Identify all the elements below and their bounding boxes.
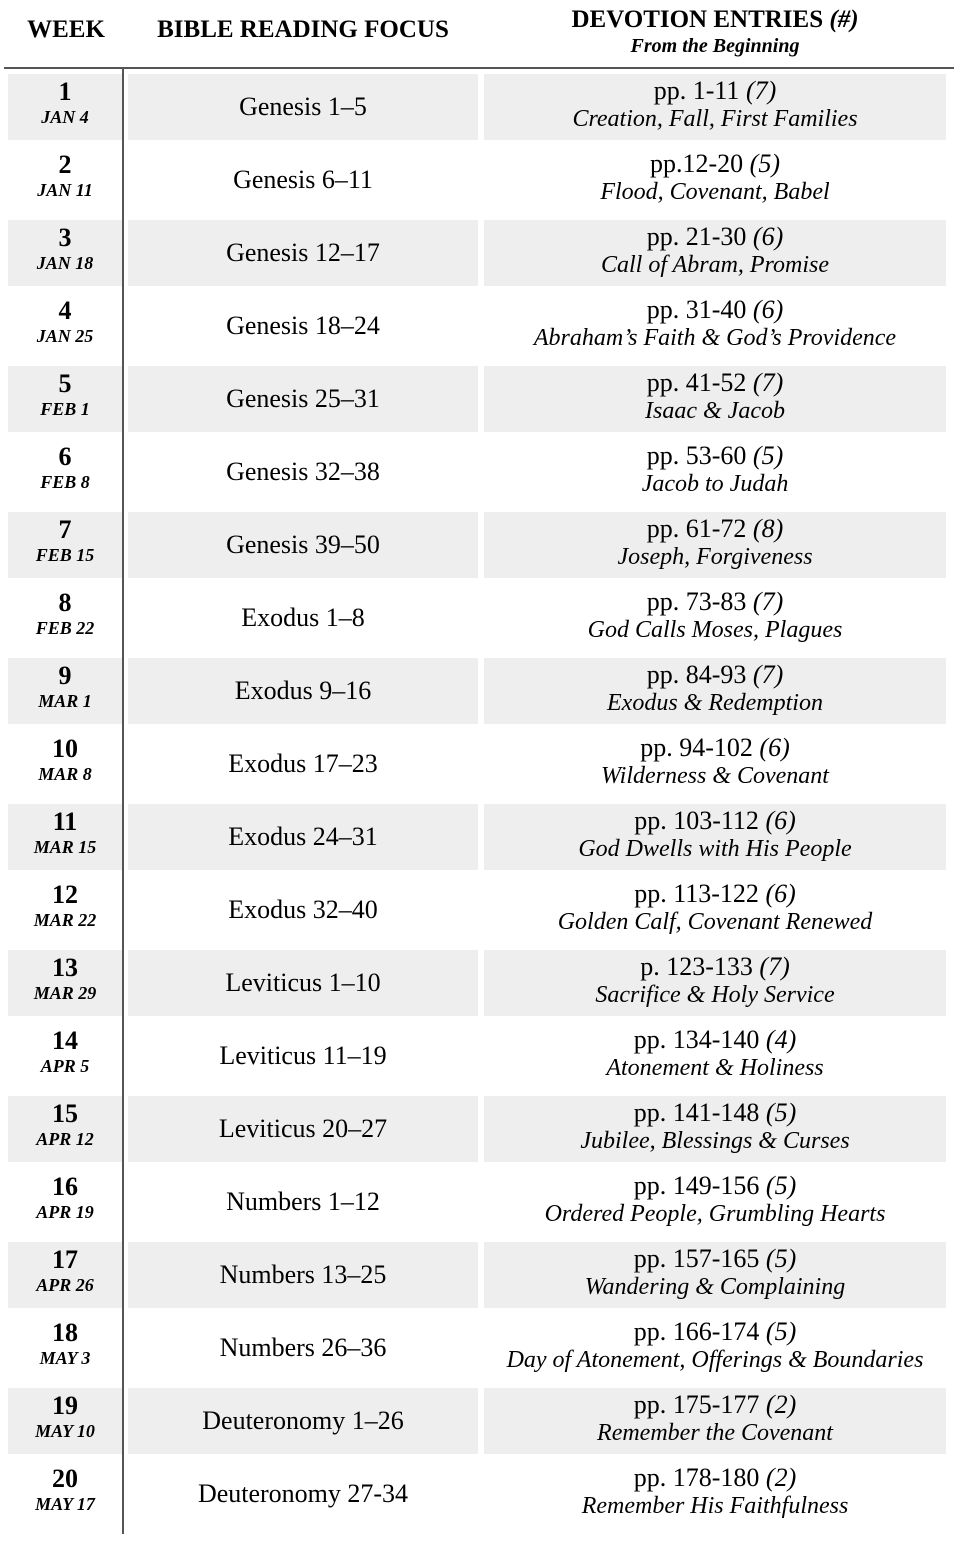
reading-focus: Genesis 18–24	[226, 311, 380, 340]
devotion-cell	[484, 804, 946, 870]
devotion-pages-line	[484, 731, 946, 762]
devotion-pages: pp. 113-122	[634, 879, 759, 908]
devotion-count: (5)	[752, 441, 784, 470]
table-row	[0, 1315, 954, 1388]
devotion-count: (7)	[752, 587, 784, 616]
week-cell	[8, 877, 122, 943]
table-row	[0, 366, 954, 439]
week-date: MAY 3	[39, 1348, 91, 1368]
week-cell	[8, 220, 122, 286]
devotion-count: (6)	[752, 222, 784, 251]
reading-focus: Genesis 1–5	[239, 92, 367, 121]
week-number: 9	[58, 661, 72, 690]
devotion-pages-line	[484, 220, 946, 251]
reading-focus: Exodus 9–16	[234, 676, 372, 705]
reading-focus: Numbers 1–12	[226, 1187, 380, 1216]
devotion-theme: Remember His Faithfulness	[581, 1493, 849, 1519]
table-row	[0, 220, 954, 293]
reading-focus: Genesis 6–11	[233, 165, 373, 194]
devotion-pages-line	[484, 1169, 946, 1200]
week-date: APR 19	[36, 1202, 94, 1222]
devotion-cell	[484, 1169, 946, 1235]
devotion-cell	[484, 293, 946, 359]
devotion-pages-line	[484, 1461, 946, 1492]
devotion-column-header	[484, 6, 946, 58]
reading-focus-cell	[128, 950, 478, 1016]
week-number: 15	[52, 1099, 78, 1128]
devotion-count: (2)	[765, 1390, 797, 1419]
reading-focus-cell	[128, 512, 478, 578]
devotion-theme: Joseph, Forgiveness	[617, 544, 813, 570]
devotion-pages-line	[484, 804, 946, 835]
devotion-pages-line	[484, 1096, 946, 1127]
devotion-count: (7)	[752, 660, 784, 689]
week-number: 19	[52, 1391, 78, 1420]
devotion-pages: pp. 41-52	[646, 368, 747, 397]
table-row	[0, 950, 954, 1023]
table-row	[0, 1461, 954, 1534]
reading-focus-cell	[128, 220, 478, 286]
devotion-pages: pp. 31-40	[646, 295, 747, 324]
table-row	[0, 731, 954, 804]
reading-focus-cell	[128, 293, 478, 359]
week-number: 13	[52, 953, 78, 982]
reading-focus-cell	[128, 1023, 478, 1089]
week-number: 11	[52, 807, 78, 836]
devotion-theme: Remember the Covenant	[597, 1420, 833, 1446]
devotion-pages-line	[484, 1242, 946, 1273]
devotion-header-label: DEVOTION ENTRIES	[571, 6, 824, 33]
week-cell	[8, 439, 122, 505]
table-row	[0, 147, 954, 220]
week-cell	[8, 1169, 122, 1235]
week-cell	[8, 658, 122, 724]
week-cell	[8, 1023, 122, 1089]
devotion-pages-line	[484, 147, 946, 178]
devotion-pages: pp. 149-156	[633, 1171, 760, 1200]
devotion-header-count-symbol: (#)	[829, 6, 859, 33]
devotion-theme: Creation, Fall, First Families	[572, 106, 858, 132]
week-cell	[8, 366, 122, 432]
week-cell	[8, 731, 122, 797]
table-row	[0, 804, 954, 877]
reading-focus: Genesis 39–50	[226, 530, 380, 559]
devotion-count: (5)	[765, 1317, 797, 1346]
table-row	[0, 877, 954, 950]
devotion-cell	[484, 512, 946, 578]
devotion-pages: pp. 175-177	[633, 1390, 760, 1419]
devotion-count: (7)	[752, 368, 784, 397]
week-number: 2	[58, 150, 72, 179]
devotion-pages: pp. 178-180	[633, 1463, 760, 1492]
devotion-pages-line	[484, 293, 946, 324]
devotion-count: (6)	[765, 806, 796, 835]
week-column-header: WEEK	[27, 16, 105, 43]
devotion-pages-line	[484, 366, 946, 397]
devotion-count: (5)	[765, 1098, 797, 1127]
devotion-count: (6)	[752, 295, 784, 324]
reading-focus: Exodus 24–31	[228, 822, 378, 851]
devotion-count: (8)	[752, 514, 784, 543]
week-number: 20	[52, 1464, 78, 1493]
devotion-cell	[484, 366, 946, 432]
week-date: MAR 29	[33, 983, 97, 1003]
devotion-pages-line	[484, 585, 946, 616]
devotion-pages: pp. 61-72	[646, 514, 747, 543]
devotion-count: (6)	[765, 879, 796, 908]
devotion-theme: Atonement & Holiness	[606, 1055, 824, 1081]
table-row	[0, 1169, 954, 1242]
devotion-theme: Ordered People, Grumbling Hearts	[544, 1201, 886, 1227]
devotion-cell	[484, 1388, 946, 1454]
week-date: MAY 17	[35, 1494, 95, 1514]
week-number: 10	[52, 734, 78, 763]
reading-focus: Genesis 12–17	[226, 238, 380, 267]
week-cell	[8, 1461, 122, 1527]
table-row	[0, 1023, 954, 1096]
devotion-count: (7)	[759, 952, 790, 981]
week-date: JAN 4	[41, 107, 89, 127]
devotion-theme: God Dwells with His People	[578, 836, 852, 862]
reading-focus-cell	[128, 74, 478, 140]
week-date: MAR 22	[33, 910, 97, 930]
devotion-pages-line	[484, 1023, 946, 1054]
reading-focus: Leviticus 20–27	[218, 1114, 388, 1143]
reading-focus-cell	[128, 1315, 478, 1381]
devotion-pages: pp. 141-148	[633, 1098, 760, 1127]
devotion-pages: pp. 73-83	[646, 587, 747, 616]
week-number: 5	[58, 369, 72, 398]
devotion-theme: Golden Calf, Covenant Renewed	[557, 909, 873, 935]
reading-focus: Genesis 32–38	[226, 457, 380, 486]
devotion-cell	[484, 220, 946, 286]
devotion-pages-line	[484, 658, 946, 689]
reading-focus-cell	[128, 1169, 478, 1235]
devotion-pages: pp. 94-102	[640, 733, 753, 762]
devotion-cell	[484, 950, 946, 1016]
reading-focus-cell	[128, 1242, 478, 1308]
devotion-pages: pp. 134-140	[633, 1025, 760, 1054]
devotion-theme: Jacob to Judah	[641, 471, 789, 497]
devotion-count: (5)	[749, 149, 780, 178]
reading-focus: Exodus 17–23	[228, 749, 378, 778]
devotion-pages-line	[484, 512, 946, 543]
week-date: FEB 1	[40, 399, 90, 419]
week-date: APR 5	[40, 1056, 90, 1076]
devotion-pages: pp. 103-112	[634, 806, 759, 835]
devotion-cell	[484, 658, 946, 724]
week-date: JAN 18	[36, 253, 94, 273]
reading-focus: Leviticus 11–19	[219, 1041, 387, 1070]
week-cell	[8, 512, 122, 578]
devotion-theme: Abraham’s Faith & God’s Providence	[533, 325, 897, 351]
reading-focus: Deuteronomy 1–26	[202, 1406, 404, 1435]
reading-focus-cell	[128, 731, 478, 797]
week-date: FEB 15	[35, 545, 95, 565]
reading-focus-cell	[128, 1096, 478, 1162]
week-date: FEB 8	[40, 472, 90, 492]
table-row	[0, 439, 954, 512]
table-row	[0, 293, 954, 366]
table-row	[0, 1242, 954, 1315]
table-header	[0, 0, 954, 68]
table-row	[0, 1096, 954, 1169]
schedule-table-body	[0, 74, 954, 1534]
devotion-count: (7)	[745, 76, 777, 105]
devotion-pages: p. 123-133	[640, 952, 753, 981]
week-number: 7	[58, 515, 72, 544]
week-date: APR 26	[36, 1275, 94, 1295]
week-number: 16	[52, 1172, 78, 1201]
reading-focus: Deuteronomy 27-34	[197, 1479, 409, 1508]
devotion-theme: Flood, Covenant, Babel	[600, 179, 830, 205]
reading-focus-cell	[128, 147, 478, 213]
table-row	[0, 658, 954, 731]
reading-focus: Leviticus 1–10	[225, 968, 381, 997]
reading-focus-cell	[128, 366, 478, 432]
header-divider	[4, 67, 954, 69]
week-number: 12	[52, 880, 78, 909]
devotion-pages-line	[484, 1315, 946, 1346]
devotion-theme: Call of Abram, Promise	[600, 252, 829, 278]
week-cell	[8, 1242, 122, 1308]
week-number: 8	[58, 588, 72, 617]
devotion-pages-line	[484, 74, 946, 105]
devotion-cell	[484, 439, 946, 505]
week-date: JAN 11	[37, 180, 93, 200]
week-number: 14	[52, 1026, 78, 1055]
week-number: 1	[58, 77, 72, 106]
week-number: 4	[58, 296, 72, 325]
week-cell	[8, 1096, 122, 1162]
week-date: MAY 10	[35, 1421, 95, 1441]
week-cell	[8, 585, 122, 651]
devotion-count: (4)	[765, 1025, 797, 1054]
week-cell	[8, 74, 122, 140]
week-date: MAR 8	[38, 764, 92, 784]
focus-column-header: BIBLE READING FOCUS	[157, 16, 449, 43]
devotion-theme: Wilderness & Covenant	[601, 763, 829, 789]
devotion-theme: Jubilee, Blessings & Curses	[580, 1128, 850, 1154]
week-number: 3	[58, 223, 72, 252]
reading-focus: Exodus 1–8	[241, 603, 365, 632]
devotion-pages-line	[484, 1388, 946, 1419]
week-date: MAR 15	[33, 837, 97, 857]
devotion-theme: Day of Atonement, Offerings & Boundaries	[506, 1347, 924, 1373]
devotion-cell	[484, 74, 946, 140]
week-cell	[8, 1388, 122, 1454]
devotion-count: (5)	[765, 1244, 797, 1273]
devotion-cell	[484, 1023, 946, 1089]
devotion-theme: Exodus & Redemption	[607, 690, 823, 716]
reading-focus: Genesis 25–31	[226, 384, 380, 413]
devotion-count: (2)	[765, 1463, 797, 1492]
reading-focus-cell	[128, 658, 478, 724]
devotion-cell	[484, 585, 946, 651]
reading-focus-cell	[128, 1461, 478, 1527]
week-cell	[8, 147, 122, 213]
devotion-pages: pp. 1-11	[653, 76, 740, 105]
devotion-cell	[484, 1096, 946, 1162]
devotion-theme: Wandering & Complaining	[584, 1274, 846, 1300]
reading-focus-cell	[128, 877, 478, 943]
week-cell	[8, 804, 122, 870]
week-cell	[8, 1315, 122, 1381]
reading-focus: Numbers 13–25	[219, 1260, 387, 1289]
devotion-cell	[484, 877, 946, 943]
devotion-pages: pp. 166-174	[633, 1317, 760, 1346]
devotion-header-title	[484, 6, 946, 34]
table-row	[0, 512, 954, 585]
devotion-pages-line	[484, 877, 946, 908]
reading-focus: Numbers 26–36	[219, 1333, 387, 1362]
devotion-pages: pp. 21-30	[646, 222, 747, 251]
reading-focus-cell	[128, 1388, 478, 1454]
devotion-header-subtitle: From the Beginning	[630, 35, 800, 57]
devotion-cell	[484, 1315, 946, 1381]
devotion-pages: pp. 84-93	[646, 660, 747, 689]
reading-focus-cell	[128, 439, 478, 505]
devotion-count: (5)	[765, 1171, 797, 1200]
week-date: MAR 1	[38, 691, 92, 711]
devotion-count: (6)	[759, 733, 790, 762]
devotion-cell	[484, 1242, 946, 1308]
devotion-cell	[484, 731, 946, 797]
devotion-pages: pp.12-20	[650, 149, 744, 178]
devotion-theme: God Calls Moses, Plagues	[587, 617, 843, 643]
week-date: APR 12	[36, 1129, 94, 1149]
week-cell	[8, 293, 122, 359]
table-row	[0, 74, 954, 147]
reading-focus: Exodus 32–40	[228, 895, 378, 924]
table-row	[0, 1388, 954, 1461]
devotion-theme: Isaac & Jacob	[645, 398, 785, 424]
devotion-pages-line	[484, 950, 946, 981]
week-date: FEB 22	[35, 618, 95, 638]
devotion-cell	[484, 1461, 946, 1527]
week-number: 18	[52, 1318, 78, 1347]
table-row	[0, 585, 954, 658]
week-cell	[8, 950, 122, 1016]
week-number: 6	[58, 442, 72, 471]
week-number: 17	[52, 1245, 78, 1274]
week-date: JAN 25	[36, 326, 94, 346]
reading-focus-cell	[128, 804, 478, 870]
devotion-cell	[484, 147, 946, 213]
devotion-pages: pp. 53-60	[646, 441, 747, 470]
reading-focus-cell	[128, 585, 478, 651]
devotion-theme: Sacrifice & Holy Service	[595, 982, 835, 1008]
devotion-pages: pp. 157-165	[633, 1244, 760, 1273]
devotion-pages-line	[484, 439, 946, 470]
